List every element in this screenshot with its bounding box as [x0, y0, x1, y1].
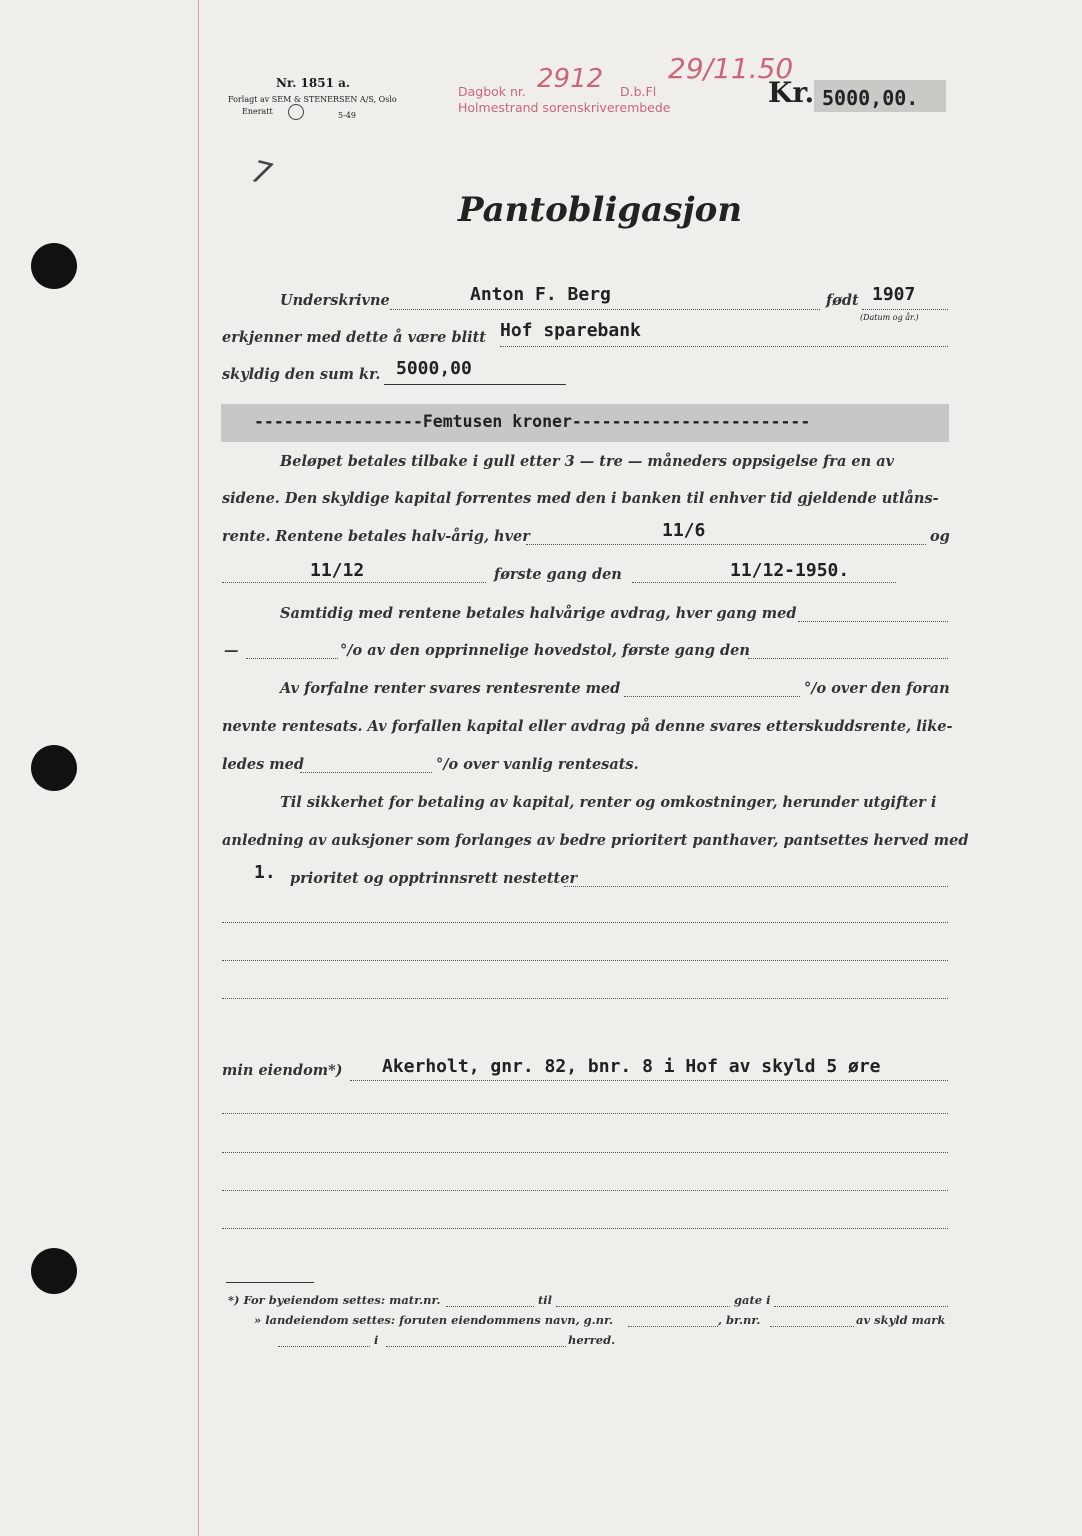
fill-line	[774, 1306, 948, 1307]
stamp-label: Dagbok nr.	[458, 84, 526, 99]
fill-line	[446, 1306, 534, 1307]
erkjenner-label: erkjenner med dette å være blitt	[222, 329, 487, 346]
fill-line	[624, 696, 800, 697]
og-label: og	[930, 528, 950, 545]
paragraph-line: sidene. Den skyldige kapital forrentes med den i banken til enhver tid gjeldende utlåns-	[222, 490, 939, 507]
interest-term-1: 11/6	[662, 520, 706, 541]
fill-line	[300, 772, 432, 773]
paragraph-line: °/o over vanlig rentesats.	[436, 756, 639, 773]
paragraph-line: rente. Rentene betales halv-årig, hver	[222, 528, 530, 545]
fill-line	[770, 1326, 854, 1327]
fill-line	[222, 1190, 948, 1191]
underskrivne-value: Anton F. Berg	[470, 284, 611, 305]
footnote-line: til	[538, 1293, 553, 1307]
footnote-line: av skyld mark	[856, 1313, 946, 1327]
margin-line	[198, 0, 199, 1536]
fill-line	[350, 1080, 948, 1081]
eiendom-label: min eiendom*)	[222, 1062, 343, 1079]
eiendom-value: Akerholt, gnr. 82, bnr. 8 i Hof av skyld 5 øre	[382, 1056, 881, 1077]
priority-label: prioritet og opptrinnsrett nestetter	[290, 870, 578, 887]
paragraph-line: Til sikkerhet for betaling av kapital, renter og omkostninger, herunder utgifter i	[280, 794, 937, 811]
erkjenner-value: Hof sparebank	[500, 320, 641, 341]
footnote-rule	[226, 1282, 314, 1283]
fodt-label: født	[826, 292, 859, 309]
fill-line	[222, 1113, 948, 1114]
fill-line	[246, 658, 338, 659]
underskrivne-label: Underskrivne	[280, 292, 390, 309]
fill-line	[628, 1326, 718, 1327]
forste-gang-label: første gang den	[494, 566, 622, 583]
fill-line	[564, 886, 948, 887]
first-interest-date: 11/12-1950.	[730, 560, 850, 581]
paragraph-line: Beløpet betales tilbake i gull etter 3 — tre — måneders oppsigelse fra en av	[280, 453, 895, 470]
fill-line	[386, 1346, 566, 1347]
kr-amount: 5000,00.	[822, 86, 919, 110]
footnote-line: herred.	[568, 1333, 616, 1347]
fill-line	[222, 998, 948, 999]
form-number: Nr. 1851 a.	[276, 76, 351, 90]
footnote-line: , br.nr.	[718, 1313, 761, 1327]
punch-hole	[31, 1248, 77, 1294]
fill-line	[278, 1346, 370, 1347]
publisher-date: 5-49	[338, 111, 356, 120]
interest-term-2: 11/12	[310, 560, 365, 581]
fill-line	[526, 544, 926, 545]
paragraph-line: Samtidig med rentene betales halvårige avdrag, hver gang med	[280, 605, 797, 622]
fill-line	[222, 922, 948, 923]
footnote-line: » landeiendom settes: foruten eiendommens navn, g.nr.	[254, 1313, 613, 1327]
stamp-office: Holmestrand sorenskriverembede	[458, 100, 671, 115]
margin-mark: 7	[248, 154, 276, 193]
fill-line	[384, 384, 566, 385]
fodt-hint: (Datum og år.)	[860, 313, 919, 322]
fill-line	[222, 1152, 948, 1153]
stamp-suffix: D.b.Fl	[620, 84, 657, 99]
paragraph-line: nevnte rentesats. Av forfallen kapital eller avdrag på denne svares etterskuddsrente, like-	[222, 718, 953, 735]
footnote-line: *) For byeiendom settes: matr.nr.	[228, 1293, 441, 1307]
kr-label: Kr.	[768, 76, 815, 109]
paragraph-line: Av forfalne renter svares rentesrente med	[280, 680, 621, 697]
paragraph-line: ledes med	[222, 756, 305, 773]
fill-line	[798, 621, 948, 622]
publisher-logo-icon	[288, 104, 304, 120]
stamp-number: 2912	[537, 64, 604, 94]
fill-line	[748, 658, 948, 659]
paragraph-line: °/o over den foran	[804, 680, 950, 697]
skyldig-value: 5000,00	[396, 358, 472, 379]
skyldig-label: skyldig den sum kr.	[222, 366, 381, 383]
punch-hole	[31, 243, 77, 289]
fodt-value: 1907	[872, 284, 916, 305]
fill-line	[222, 960, 948, 961]
page-title: Pantobligasjon	[458, 190, 743, 230]
fill-line	[556, 1306, 730, 1307]
fill-line	[222, 582, 486, 583]
publisher-line: Forlagt av SEM & STENERSEN A/S, Oslo	[228, 95, 397, 104]
fill-line	[632, 582, 896, 583]
fill-line	[862, 309, 948, 310]
paragraph-line: °/o av den opprinnelige hovedstol, første gang den	[340, 642, 750, 659]
fill-line	[222, 1228, 948, 1229]
publisher-line: Eneratt	[242, 107, 273, 116]
stamp-date: 29/11.50	[668, 52, 794, 85]
footnote-line: i	[374, 1333, 379, 1347]
fill-line	[500, 346, 948, 347]
fill-line	[390, 309, 820, 310]
dash-mark: —	[224, 642, 239, 659]
amount-words: -----------------Femtusen kroner------------------------	[254, 412, 811, 431]
paragraph-line: anledning av auksjoner som forlanges av bedre prioritert panthaver, pantsettes herved med	[222, 832, 969, 849]
priority-value: 1.	[254, 862, 276, 883]
punch-hole	[31, 745, 77, 791]
footnote-line: gate i	[734, 1293, 771, 1307]
